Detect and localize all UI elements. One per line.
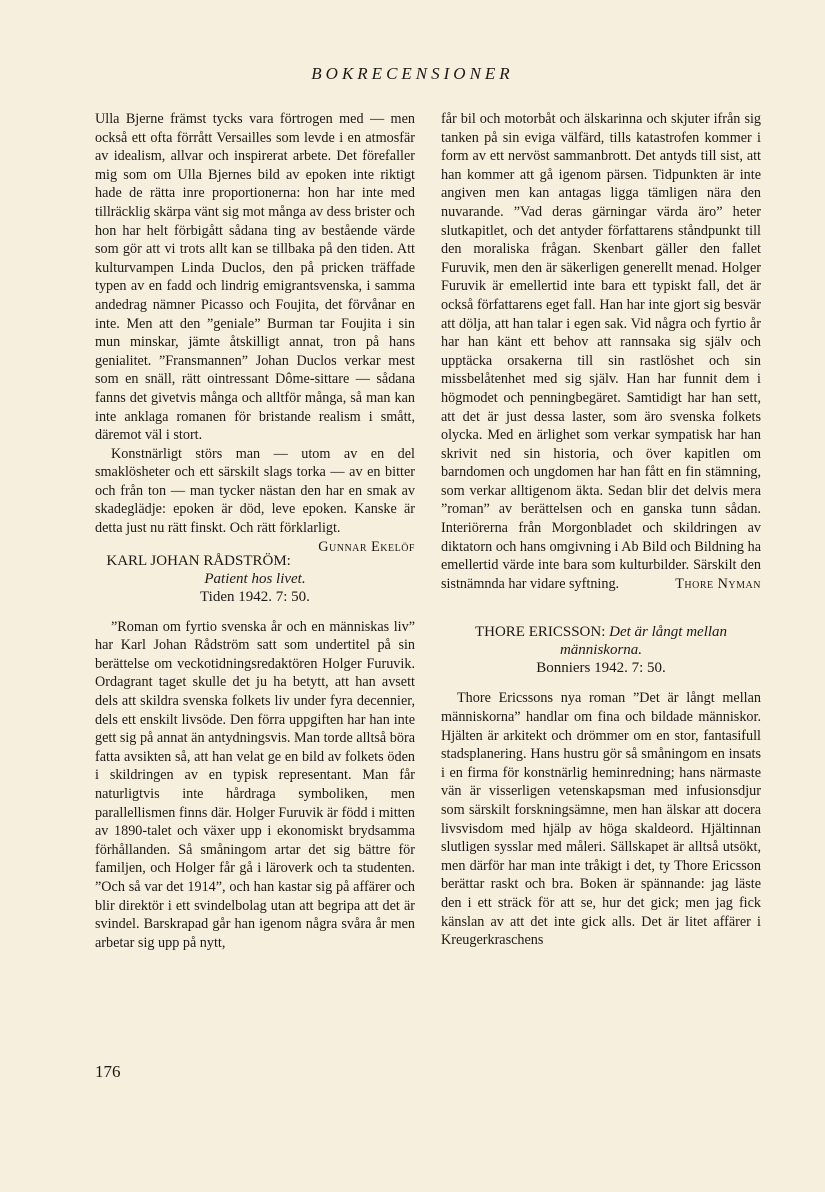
review-publication: Tiden 1942. 7: 50. bbox=[200, 588, 310, 605]
running-header: BOKRECENSIONER bbox=[311, 64, 514, 83]
review-publication: Bonniers 1942. 7: 50. bbox=[536, 660, 666, 677]
review-author: THORE ERICSSON: bbox=[474, 624, 606, 641]
review-author: KARL JOHAN RÅDSTRÖM: bbox=[106, 552, 291, 569]
review-heading bbox=[441, 623, 761, 677]
review-heading bbox=[95, 552, 415, 606]
review-title: Det är långt mellan människorna. bbox=[559, 624, 728, 659]
reviewer-signature: Thore Nyman bbox=[675, 575, 761, 592]
page-number: 176 bbox=[95, 1062, 121, 1081]
paragraph: ”Roman om fyrtio svenska år och en människas liv” har Karl Johan Rådström satt som undertitel på sin berättelse om veckotidningsredaktören Holger Furuvik. Ordagrant taget skulle det ju ha betytt, att han avsett dels att skildra svenska folkets liv under fyra decennier, dels ett enskilt livsöde. Den förra uppgiften har han inte gett sig på annat än antydningsvis. Man torde alltså böra fatta avsikten så, att han velat ge en bild av folkets öden i skildringen av en typisk representant. Man får naturligtvis inte hårdraga symboliken, men parallellismen finns där. Holger Furuvik är född i mitten av 1890-talet och växer upp i ekonomiskt brydsamma förhållanden. Så småningom artar det sig bättre för familjen, och Holger får gå i läroverk och ta studenten. ”Och så var det 1914”, och han kastar sig på affärer och blir direktör i ett svindelbolag utan att begripa att det är svindel. Barskrapad går han igenom några svåra år men arbetar sig upp på nytt, bbox=[95, 618, 415, 951]
paragraph-text: får bil och motorbåt och älskarinna och skjuter ifrån sig tanken på sin eviga välfärd, tills katastrofen kommer i form av ett nervöst sammanbrott. Det antyds till sist, att han kommer att gå igenom pärsen. Tidpunkten är inte angiven men kan antagas ligga tämligen nära den nuvarande. ”Vad deras gärningar värda äro” heter slutkapitlet, och det antyder författarens ståndpunkt till den moraliska frågan. Skenbart gäller den fallet Furuvik, men den är säkerligen generellt menad. Holger Furuvik är emellertid inte bara ett typiskt fall, det är också författarens eget fall. Han har inte gjort sig besvär att dölja, att han talar i egen sak. Vid några och fyrtio år har han känt ett behov att rannsaka sig själv och upptäcka orsakerna till sin rastlöshet och sin missbelåtenhet med sig själv. Han har funnit dem i högmodet och penningbegäret. Samtidigt har han sett, att det är just dessa laster, som äro svenska folkets olycka. Med en ärlighet som verkar sympatisk har han skrivit ned sin historia, och över kapitlen om barndomen och ungdomen har han fått en fin stämning, som verkar alltigenom äkta. Sedan blir det delvis mera ”roman” av berättelsen och en ganska tunn sådan. Interiörerna från Morgonbladet och skildringen av diktatorn och hans omgivning i Ab Bild och Bildning ha emellertid värde inte bara som kulturbilder. Särskilt den sistnämnda har vidare syftning. bbox=[441, 111, 761, 592]
paragraph: Ulla Bjerne främst tycks vara förtrogen med — men också ett ofta förrått Versailles som levde i en atmosfär av idealism, allvar och inspirerat arbete. Det förefaller mig som om Ulla Bjernes bild av epoken inte riktigt hade de rätta inre proportionerna: hon har inte med tillräcklig skärpa vänt sig mot många av dess brister och hon har helt förbigått sådana ting av bestående värde som gör att vi trots allt kan se tillbaka på den tiden. Att kulturvampen Linda Duclos, den på pricken träffade typen av en fadd och lindrig emigrantsvenska, i samma andedrag nämner Picasso och Foujita, det förvånar en inte. Men att den ”geniale” Burman tar Foujita i sin mun minskar, jämte åtskilligt annat, tron på hans genialitet. ”Fransmannen” Johan Duclos verkar mest som en snäll, rätt ointressant Dôme-sittare — sådana fanns det givetvis många och alltför många, så man kan inte anklaga romanen för bristande realism i smått, däremot väl i stort. bbox=[95, 111, 415, 444]
paragraph: Thore Ericssons nya roman ”Det är långt mellan människorna” handlar om fina och bildade människor. Hjälten är arkitekt och drömmer om en stor, fantasifull stadsplanering. Hans hustru gör så småningom en insats i en firma för konstnärlig heminredning; hans närmaste vän är visserligen vetenskapsman med infusionsdjur som särskilt forskningsämne, men han älskar att docera livsvisdom med hjälp av höga skaldeord. Hjältinnan slutligen sysslar med måleri. Sällskapet är alltså utsökt, men därför har man inte tråkigt i det, ty Thore Ericsson berättar raskt och bra. Boken är spännande: jag läste den i ett sträck för att se, hur det gick; men jag fick känslan av att det inte gick alls. Det är litet affärer i Kreugerkraschens bbox=[441, 690, 761, 949]
reviewer-signature: Gunnar Ekelöf bbox=[318, 538, 415, 555]
paragraph bbox=[441, 110, 761, 593]
left-column bbox=[95, 110, 415, 952]
paragraph bbox=[95, 445, 415, 555]
review-title: Patient hos livet. bbox=[204, 570, 306, 587]
paragraph-text: Konstnärligt störs man — utom av en del smaklösheter och ett särskilt slags torka — av en bitter och från ton — man tycker nästan den har en smak av skadeglädje: epoken är död, leve epoken. Kanske är detta just nu rätt finskt. Och rätt förklarligt. bbox=[95, 445, 415, 537]
right-column bbox=[441, 110, 761, 950]
